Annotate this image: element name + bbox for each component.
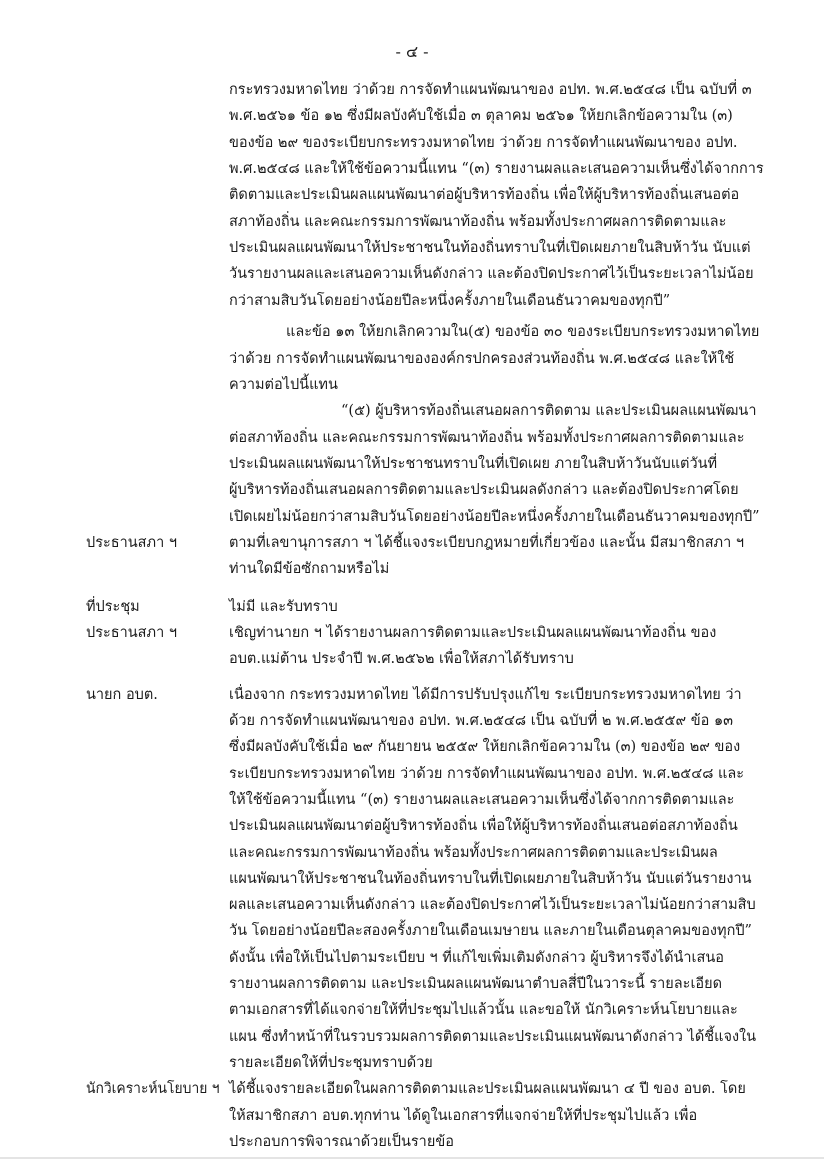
text-line: และคณะกรรมการพัฒนาท้องถิ่น พร้อมทั้งประกาศผลการติดตามและประเมินผล: [229, 844, 718, 861]
text-line: วัน โดยอย่างน้อยปีละสองครั้งภายในเดือนเมษายน และภายในเดือนตุลาคมของทุกปี”: [229, 923, 752, 940]
text-line: ว่าด้วย การจัดทำแผนพัฒนาขององค์กรปกครองส่วนท้องถิ่น พ.ศ.๒๕๔๘ และให้ใช้: [229, 350, 735, 367]
text-line: แผน ซึ่งทำหน้าที่ในรวบรวมผลการติดตามและประเมินแผนพัฒนาดังกล่าว ได้ชี้แจงใน: [229, 1028, 757, 1045]
text-line: เชิญท่านายก ฯ ได้รายงานผลการติดตามและประเมินผลแผนพัฒนาท้องถิ่น ของ: [229, 624, 717, 641]
text-line: ของข้อ ๒๙ ของระเบียบกระทรวงมหาดไทย ว่าด้วย การจัดทำแผนพัฒนาของ อปท.: [229, 134, 738, 151]
text-line: ให้ใช้ข้อความนี้แทน “(๓) รายงานผลและเสนอความเห็นซึ่งได้จากการติดตามและ: [229, 791, 735, 808]
text-line: รายงานผลการติดตาม และประเมินผลแผนพัฒนาตำบลสี่ปีในวาระนี้ รายละเอียด: [229, 976, 723, 993]
page-number: - ๔ -: [395, 42, 429, 61]
text-line: ติดตามและประเมินผลแผนพัฒนาต่อผู้บริหารท้องถิ่น เพื่อให้ผู้บริหารท้องถิ่นเสนอต่อ: [229, 187, 740, 204]
text-line: ต่อสภาท้องถิ่น และคณะกรรมการพัฒนาท้องถิ่น พร้อมทั้งประกาศผลการติดตามและ: [229, 429, 745, 446]
text-line: ซึ่งมีผลบังคับใช้เมื่อ ๒๙ กันยายน ๒๕๕๙ ให้ยกเลิกข้อความใน (๓) ของข้อ ๒๙ ของ: [229, 739, 741, 756]
text-line: ประเมินผลแผนพัฒนาให้ประชาชนในท้องถิ่นทราบในที่เปิดเผยภายในสิบห้าวัน นับแต่: [229, 239, 751, 256]
text-line: ไม่มี และรับทราบ: [229, 598, 338, 615]
text-line: พ.ศ.๒๕๖๑ ข้อ ๑๒ ซึ่งมีผลบังคับใช้เมื่อ ๓ ตุลาคม ๒๕๖๑ ให้ยกเลิกข้อความใน (๓): [229, 108, 733, 125]
text-line: ท่านใดมีข้อซักถามหรือไม่: [229, 561, 390, 578]
text-line: วันรายงานผลและเสนอความเห็นดังกล่าว และต้องปิดประกาศไว้เป็นระยะเวลาไม่น้อย: [229, 266, 754, 283]
speaker-label: ประธานสภา ฯ: [86, 624, 177, 641]
text-line: ประกอบการพิจารณาด้วยเป็นรายข้อ: [229, 1134, 454, 1150]
text-line: เนื่องจาก กระทรวงมหาดไทย ได้มีการปรับปรุงแก้ไข ระเบียบกระทรวงมหาดไทย ว่า: [229, 686, 742, 703]
text-line: ความต่อไปนี้แทน: [229, 377, 338, 393]
text-line: ประเมินผลแผนพัฒนาให้ประชาชนทราบในที่เปิดเผย ภายในสิบห้าวันนับแต่วันที่: [229, 456, 718, 472]
text-line: เปิดเผยไม่น้อยกว่าสามสิบวันโดยอย่างน้อยปีละหนึ่งครั้งภายในเดือนธันวาคมของทุกปี”: [229, 508, 760, 525]
text-line: และข้อ ๑๓ ให้ยกเลิกความใน(๕) ของข้อ ๓๐ ของระเบียบกระทรวงมหาดไทย: [286, 324, 760, 341]
text-line: แผนพัฒนาให้ประชาชนในท้องถิ่นทราบในที่เปิดเผยภายในสิบห้าวัน นับแต่วันรายงาน: [229, 870, 752, 887]
text-line: อบต.แม่ต้าน ประจำปี พ.ศ.๒๕๖๒ เพื่อให้สภาได้รับทราบ: [229, 651, 574, 668]
text-line: กว่าสามสิบวันโดยอย่างน้อยปีละหนึ่งครั้งภายในเดือนธันวาคมของทุกปี”: [229, 292, 671, 309]
text-line: ผู้บริหารท้องถิ่นเสนอผลการติดตามและประเมินผลดังกล่าว และต้องปิดประกาศโดย: [229, 482, 739, 499]
text-line: ผลและเสนอความเห็นดังกล่าว และต้องปิดประกาศไว้เป็นระยะเวลาไม่น้อยกว่าสามสิบ: [229, 897, 756, 914]
text-line: พ.ศ.๒๕๔๘ และให้ใช้ข้อความนี้แทน “(๓) รายงานผลและเสนอความเห็นซึ่งได้จากการ: [229, 161, 764, 177]
text-line: ด้วย การจัดทำแผนพัฒนาของ อปท. พ.ศ.๒๕๔๘ เป็น ฉบับที่ ๒ พ.ศ.๒๕๕๙ ข้อ ๑๓: [229, 712, 734, 729]
speaker-label: ประธานสภา ฯ: [86, 534, 177, 551]
text-line: ตามที่เลขานุการสภา ฯ ได้ชี้แจงระเบียบกฎหมายที่เกี่ยวข้อง และนั้น มีสมาชิกสภา ฯ: [229, 534, 745, 551]
text-line: ได้ชี้แจงรายละเอียดในผลการติดตามและประเมินผลแผนพัฒนา ๔ ปี ของ อบต. โดย: [229, 1081, 746, 1098]
text-line: ให้สมาชิกสภา อบต.ทุกท่าน ได้ดูในเอกสารที่แจกจ่ายให้ที่ประชุมไปแล้ว เพื่อ: [229, 1107, 698, 1124]
text-line: ประเมินผลแผนพัฒนาต่อผู้บริหารท้องถิ่น เพื่อให้ผู้บริหารท้องถิ่นเสนอต่อสภาท้องถิ่น: [229, 818, 738, 835]
text-line: สภาท้องถิ่น และคณะกรรมการพัฒนาท้องถิ่น พร้อมทั้งประกาศผลการติดตามและ: [229, 213, 727, 230]
text-line: ตามเอกสารที่ได้แจกจ่ายให้ที่ประชุมไปแล้วนั้น และขอให้ นักวิเคราะห์นโยบายและ: [229, 1002, 738, 1019]
text-line: “(๕) ผู้บริหารท้องถิ่นเสนอผลการติดตาม และประเมินผลแผนพัฒนา: [341, 403, 757, 420]
text-line: ดังนั้น เพื่อให้เป็นไปตามระเบียบ ฯ ที่แก้ไขเพิ่มเติมดังกล่าว ผู้บริหารจึงได้นำเสนอ: [229, 949, 724, 966]
text-line: ระเบียบกระทรวงมหาดไทย ว่าด้วย การจัดทำแผนพัฒนาของ อปท. พ.ศ.๒๕๔๘ และ: [229, 765, 745, 782]
page-bottom-edge: [0, 1157, 824, 1159]
speaker-label: นักวิเคราะห์นโยบาย ฯ: [86, 1081, 220, 1098]
text-line: รายละเอียดให้ที่ประชุมทราบด้วย: [229, 1055, 433, 1071]
speaker-label: นายก อบต.: [86, 686, 158, 703]
text-line: กระทรวงมหาดไทย ว่าด้วย การจัดทำแผนพัฒนาของ อปท. พ.ศ.๒๕๔๘ เป็น ฉบับที่ ๓: [229, 82, 752, 98]
speaker-label: ที่ประชุม: [86, 598, 140, 615]
